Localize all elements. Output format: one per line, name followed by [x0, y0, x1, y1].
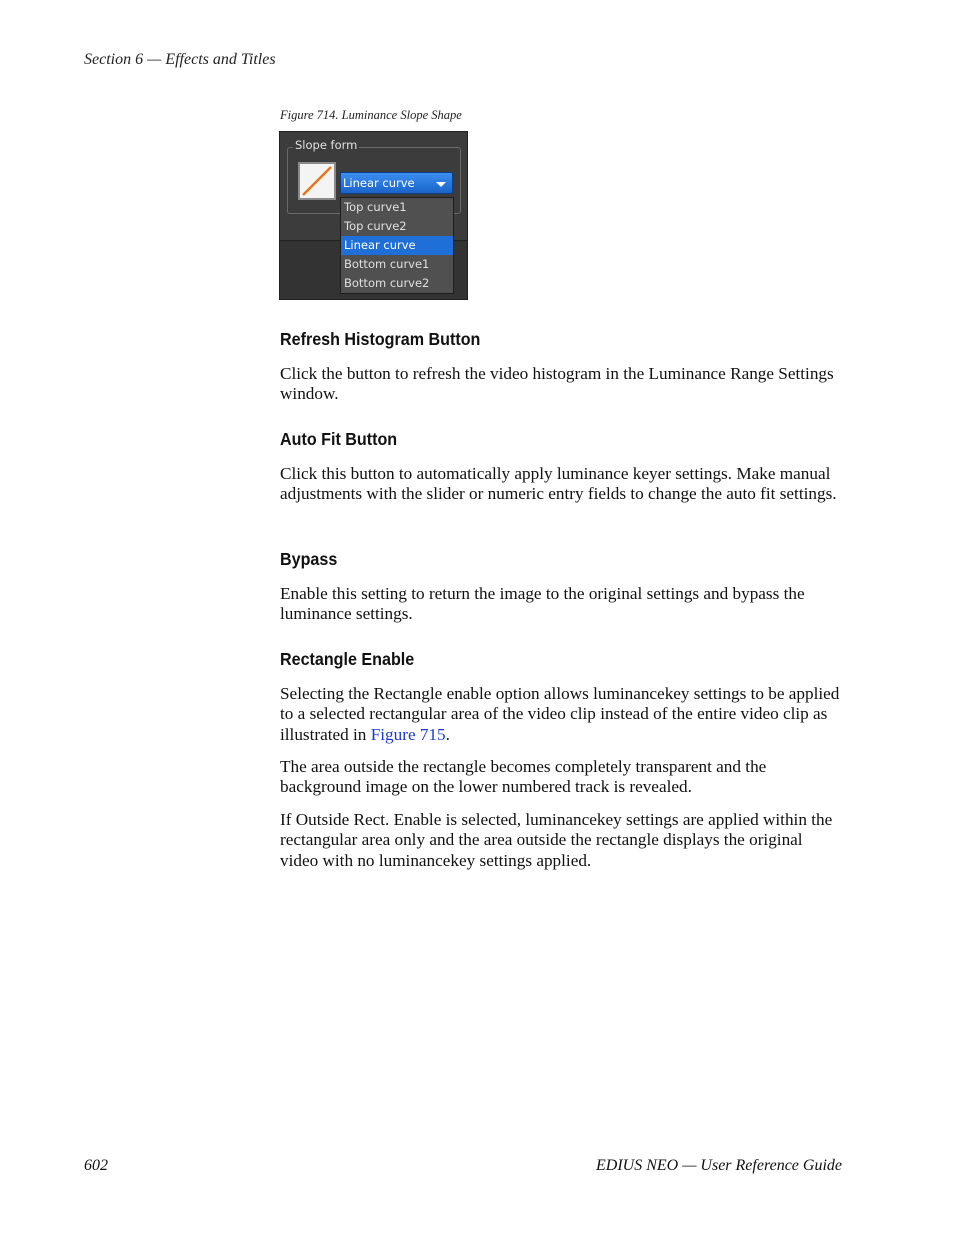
paragraph-rectangle-2: The area outside the rectangle becomes completely transparent and the background image on the lower numbered track is revealed.: [280, 757, 767, 797]
slope-form-panel: [279, 131, 468, 300]
guide-title: EDIUS NEO — User Reference Guide: [595, 1157, 842, 1174]
heading-bypass: Bypass: [280, 549, 338, 569]
figure-715-link[interactable]: Figure 715: [370, 724, 446, 744]
slope-form-dropdown[interactable]: [340, 172, 453, 194]
running-header: Section 6 — Effects and Titles: [84, 51, 276, 68]
linear-slope-icon: [300, 164, 334, 198]
paragraph-text: Selecting the Rectangle enable option allows luminancekey settings to be applied to a selected rectangular area of the video clip instead of the entire video clip as illustrated in: [280, 684, 840, 744]
paragraph-refresh: Click the button to refresh the video histogram in the Luminance Range Settings window.: [280, 364, 834, 404]
heading-refresh-histogram: Refresh Histogram Button: [280, 329, 481, 349]
slope-preview-swatch: [298, 162, 336, 200]
paragraph-auto-fit: Click this button to automatically apply luminance keyer settings. Make manual adjustments with the slider or numeric entry fields to change the auto fit settings.: [280, 464, 837, 504]
page-number: 602: [84, 1157, 108, 1174]
group-title: Slope form: [295, 138, 358, 152]
figure-caption: Figure 714. Luminance Slope Shape: [280, 108, 462, 122]
dropdown-options-list: [340, 197, 454, 294]
paragraph-rectangle-1: [280, 684, 845, 745]
dropdown-option[interactable]: Top curve1: [344, 200, 407, 214]
paragraph-text-end: .: [445, 724, 450, 744]
dropdown-value: Linear curve: [343, 176, 415, 190]
dropdown-option[interactable]: Bottom curve2: [344, 276, 430, 290]
paragraph-rectangle-3: If Outside Rect. Enable is selected, luminancekey settings are applied within the rectangular area only and the area outside the rectangle displays the original video with no luminancekey settings applied.: [280, 810, 833, 870]
dropdown-option[interactable]: Top curve2: [344, 219, 407, 233]
dropdown-option[interactable]: Bottom curve1: [344, 257, 430, 271]
heading-auto-fit: Auto Fit Button: [280, 429, 398, 449]
chevron-down-icon[interactable]: [436, 182, 446, 187]
dropdown-option-selected[interactable]: Linear curve: [341, 236, 453, 255]
paragraph-bypass: Enable this setting to return the image to the original settings and bypass the luminance settings.: [280, 584, 805, 624]
heading-rectangle-enable: Rectangle Enable: [280, 649, 415, 669]
